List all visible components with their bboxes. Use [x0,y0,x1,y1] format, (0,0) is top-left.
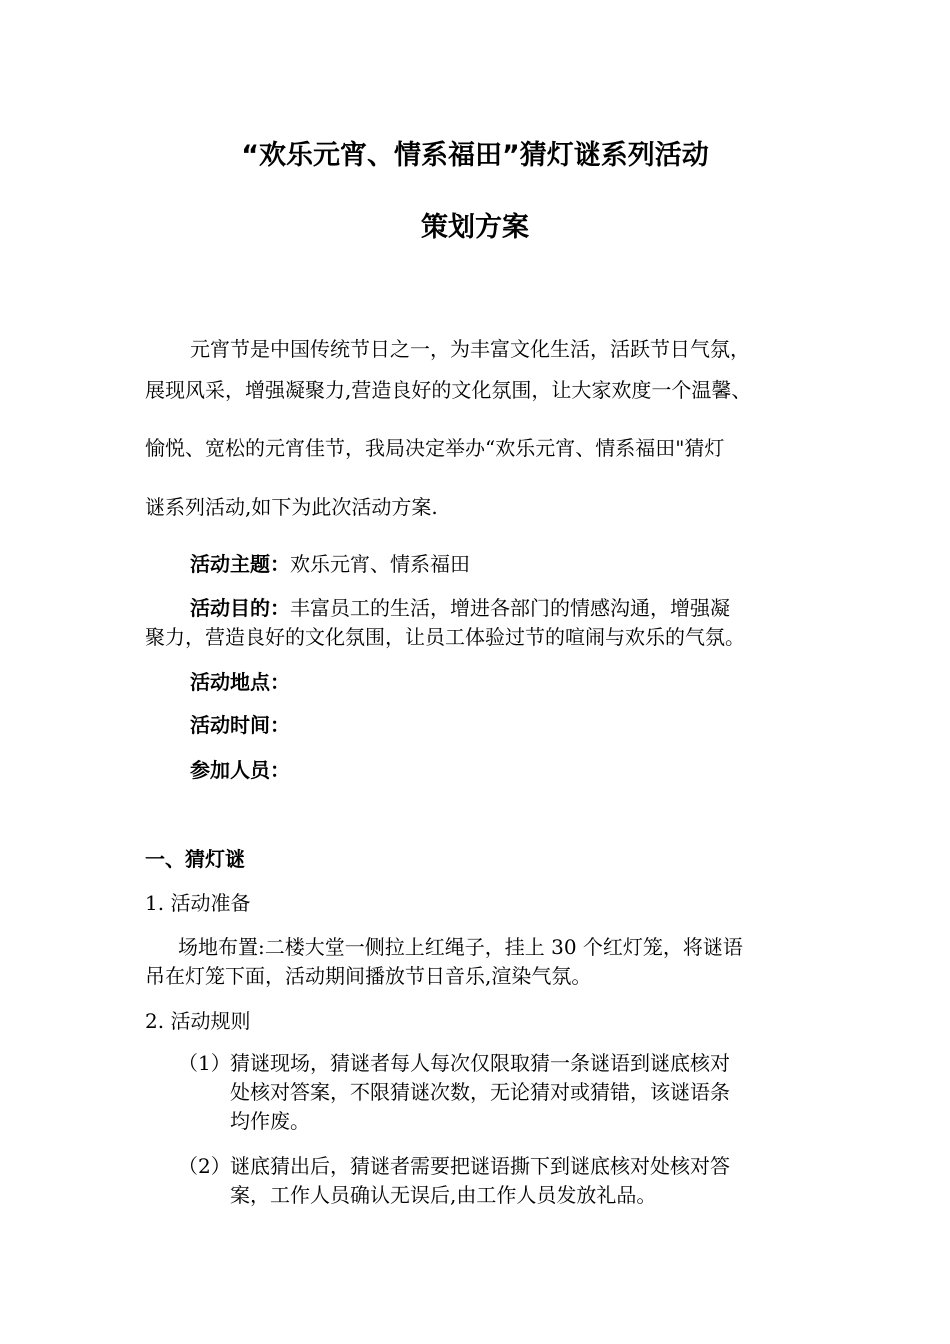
intro-line-1: 元宵节是中国传统节日之一，为丰富文化生活，活跃节日气氛， [190,337,750,361]
rule-2-line-2: 案，工作人员确认无误后,由工作人员发放礼品。 [230,1183,657,1207]
document-title: “欢乐元宵、情系福田”猜灯谜系列活动 [241,140,709,171]
purpose-row [190,598,730,618]
participants-label: 参加人员： [190,758,290,782]
purpose-text-1: 丰富员工的生活，增进各部门的情感沟通，增强凝 [290,596,730,620]
theme-label: 活动主题： [190,552,290,576]
rule-2-marker: （2） [178,1154,231,1178]
theme-row [190,554,470,574]
time-label: 活动时间： [190,713,290,737]
rule-1-marker: （1） [178,1051,231,1075]
rule-1-line-3: 均作废。 [230,1109,310,1133]
purpose-text-2: 聚力，营造良好的文化氛围，让员工体验过节的喧闹与欢乐的气氛。 [145,625,745,649]
theme-value: 欢乐元宵、情系福田 [290,552,470,576]
intro-line-4: 谜系列活动,如下为此次活动方案. [145,495,438,519]
prep-heading: 1. 活动准备 [145,891,251,915]
location-label: 活动地点： [190,670,290,694]
rule-1-line-1: 猜谜现场，猜谜者每人每次仅限取猜一条谜语到谜底核对 [230,1051,730,1075]
venue-line-2: 吊在灯笼下面，活动期间播放节日音乐,渲染气氛。 [145,964,592,988]
intro-line-3: 愉悦、宽松的元宵佳节，我局决定举办“欢乐元宵、情系福田"猜灯 [145,436,725,460]
section-heading-lantern-riddles: 一、猜灯谜 [145,847,245,871]
intro-line-2: 展现风采，增强凝聚力,营造良好的文化氛围，让大家欢度一个温馨、 [145,378,752,402]
purpose-label: 活动目的： [190,596,290,620]
rule-1-line-2: 处核对答案，不限猜谜次数，无论猜对或猜错，该谜语条 [230,1080,730,1104]
venue-line-1: 场地布置:二楼大堂一侧拉上红绳子，挂上 30 个红灯笼，将谜语 [178,935,743,959]
rules-heading: 2. 活动规则 [145,1009,251,1033]
document-subtitle: 策划方案 [421,212,529,243]
rule-2-line-1: 谜底猜出后，猜谜者需要把谜语撕下到谜底核对处核对答 [230,1154,730,1178]
